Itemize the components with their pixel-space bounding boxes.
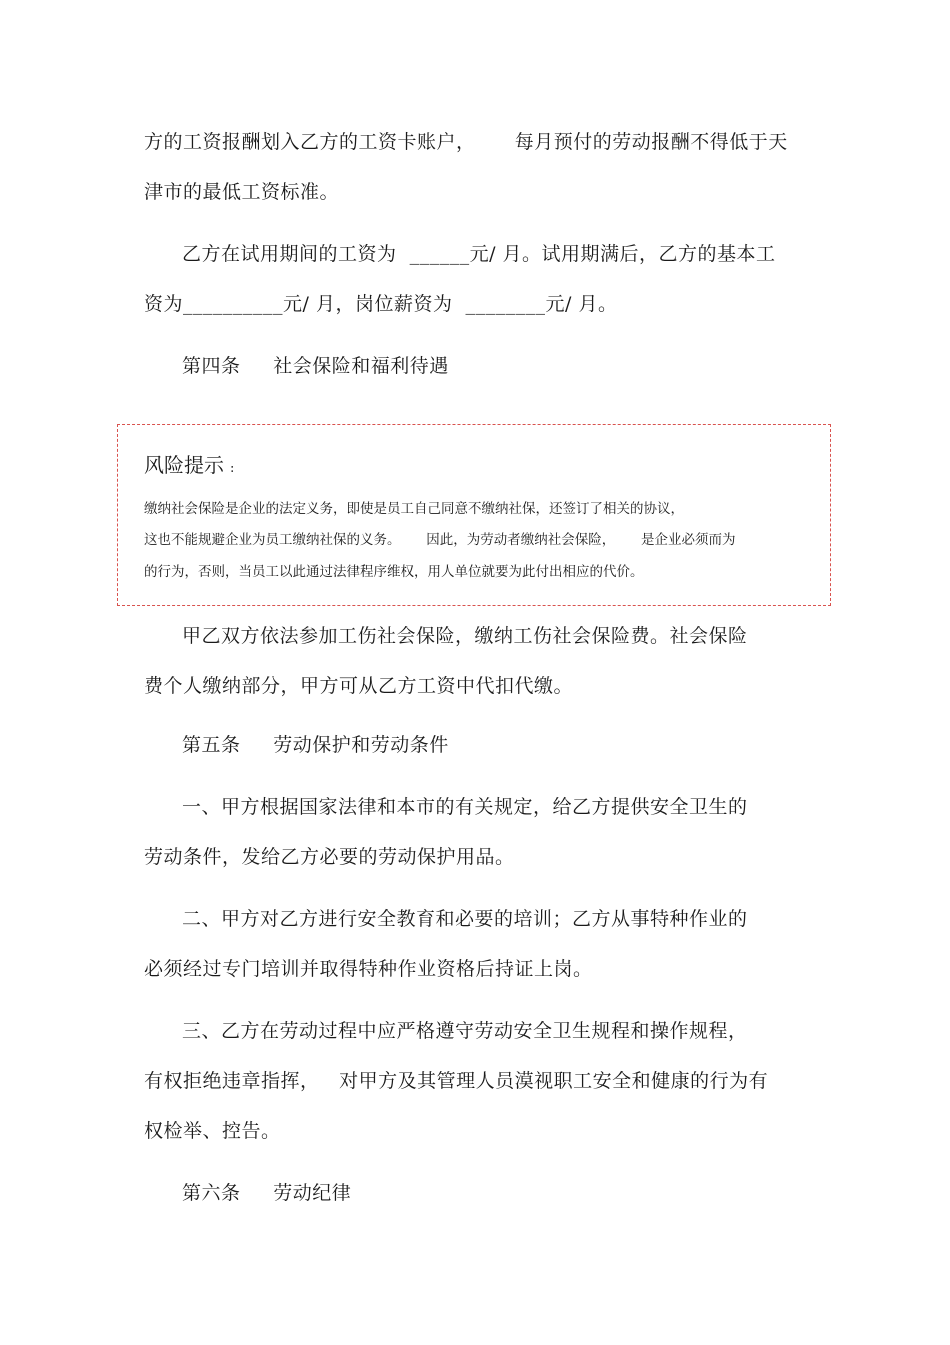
paragraph-4-line-1: 一、甲方根据国家法律和本市的有关规定，给乙方提供安全卫生的 (182, 796, 748, 818)
paragraph-2-line-1: 乙方在试用期间的工资为 ______元/ 月。试用期满后，乙方的基本工 (182, 243, 776, 265)
paragraph-6-line-3: 权检举、控告。 (144, 1120, 281, 1142)
paragraph-6-line-2: 有权拒绝违章指挥， 对甲方及其管理人员漠视职工安全和健康的行为有 (144, 1070, 769, 1092)
paragraph-4-line-2: 劳动条件，发给乙方必要的劳动保护用品。 (144, 846, 515, 868)
paragraph-3-line-2: 费个人缴纳部分，甲方可从乙方工资中代扣代缴。 (144, 675, 574, 697)
paragraph-6-line-1: 三、乙方在劳动过程中应严格遵守劳动安全卫生规程和操作规程， (182, 1020, 748, 1042)
risk-notice-colon: : (230, 461, 235, 476)
paragraph-5-line-1: 二、甲方对乙方进行安全教育和必要的培训；乙方从事特种作业的 (182, 908, 748, 930)
risk-notice-title-text: 风险提示 (144, 453, 224, 477)
paragraph-3-line-1: 甲乙双方依法参加工伤社会保险，缴纳工伤社会保险费。社会保险 (182, 625, 748, 647)
paragraph-2-line-2: 资为__________元/ 月，岗位薪资为 ________元/ 月。 (144, 293, 618, 315)
risk-notice-title (144, 452, 234, 482)
paragraph-5-line-2: 必须经过专门培训并取得特种作业资格后持证上岗。 (144, 958, 593, 980)
article-4-heading: 第四条 社会保险和福利待遇 (182, 355, 449, 377)
article-6-heading: 第六条 劳动纪律 (182, 1182, 352, 1204)
risk-notice-box (117, 424, 831, 606)
risk-notice-line-1: 缴纳社会保险是企业的法定义务，即使是员工自己同意不缴纳社保，还签订了相关的协议， (144, 501, 684, 517)
risk-notice-line-2: 这也不能规避企业为员工缴纳社保的义务。 因此，为劳动者缴纳社会保险， 是企业必须而为 (144, 532, 736, 548)
article-5-heading: 第五条 劳动保护和劳动条件 (182, 734, 449, 756)
paragraph-1-line-1: 方的工资报酬划入乙方的工资卡账户， 每月预付的劳动报酬不得低于天 (144, 131, 788, 153)
risk-notice-line-3: 的行为，否则，当员工以此通过法律程序维权，用人单位就要为此付出相应的代价。 (144, 564, 644, 580)
paragraph-1-line-2: 津市的最低工资标准。 (144, 181, 340, 203)
